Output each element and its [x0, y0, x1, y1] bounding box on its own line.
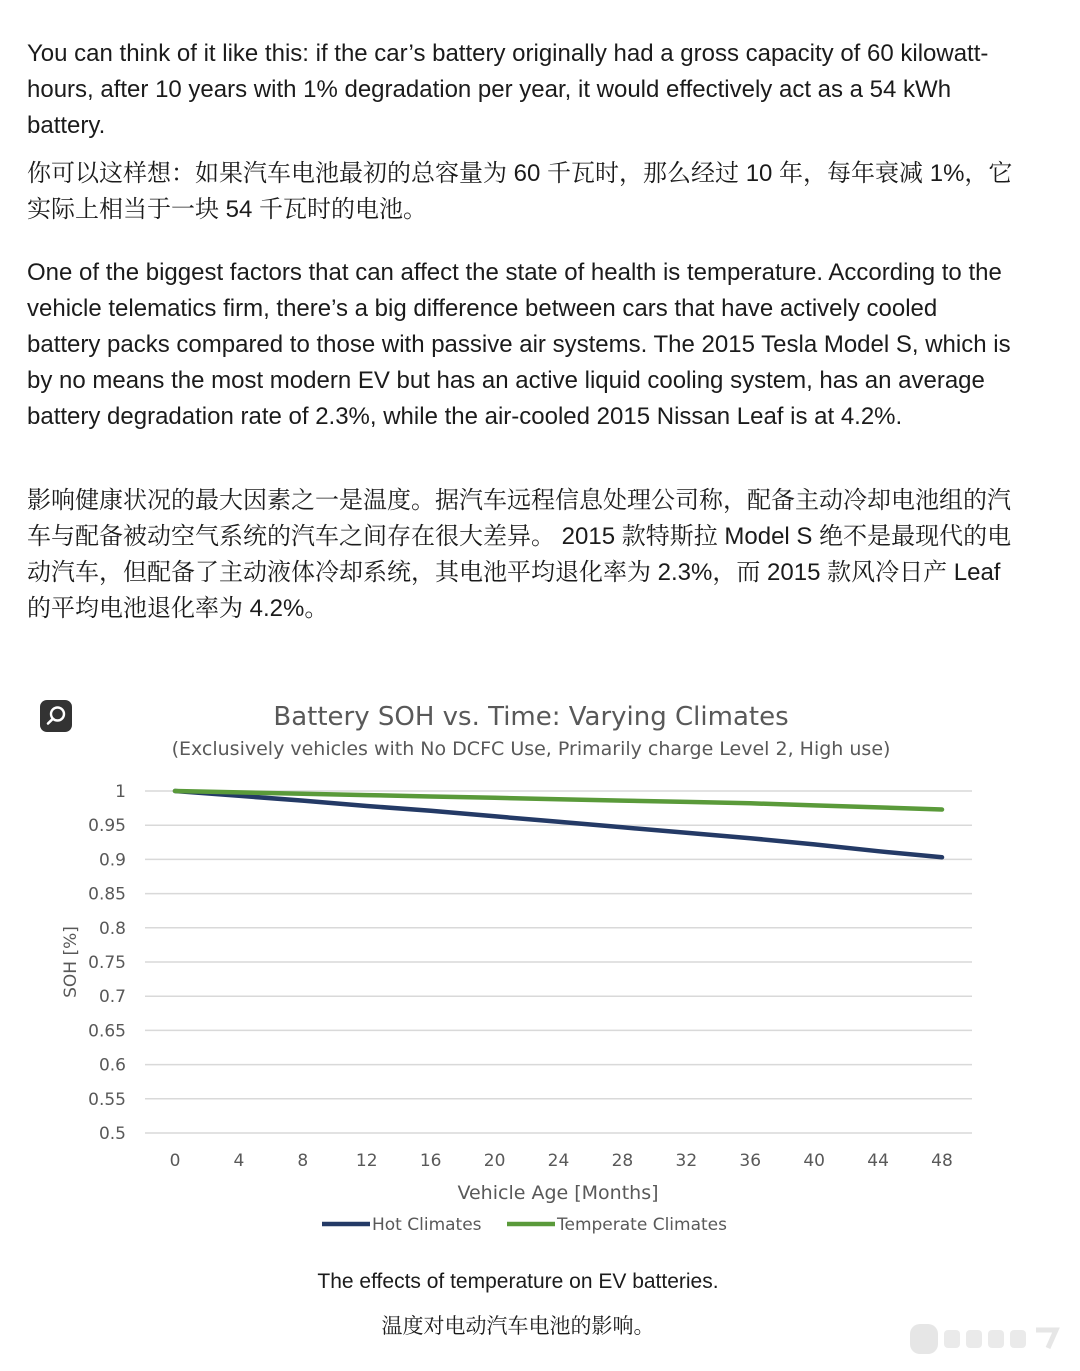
- y-tick-label: 0.5: [98, 1124, 126, 1144]
- y-tick-label: 1: [115, 782, 126, 802]
- y-tick-label: 0.85: [88, 884, 126, 905]
- zoom-button[interactable]: [40, 700, 72, 732]
- y-tick-label: 0.65: [88, 1021, 126, 1042]
- x-tick-label: 20: [483, 1151, 506, 1171]
- x-tick-label: 8: [297, 1151, 309, 1171]
- y-tick-label: 0.9: [98, 850, 126, 871]
- y-tick-label: 0.7: [98, 987, 126, 1008]
- paragraph-2-english: One of the biggest factors that can affect the state of health is temperature. According to the vehicle telematics firm, there’s a big difference between cars that have actively cooled battery packs compared to those with passive air systems. The 2015 Tesla Model S, which is by no means the most modern EV but has an active liquid cooling system, has an average battery degradation rate of 2.3%, while the air-cooled 2015 Nissan Leaf is at 4.2%.: [27, 259, 1011, 430]
- y-tick-label: 0.75: [88, 953, 126, 973]
- chart-title: Battery SOH vs. Time: Varying Climates: [273, 702, 789, 732]
- paragraph-2-chinese: 影响健康状况的最大因素之一是温度。据汽车远程信息处理公司称，配备主动冷却电池组的汽车与配备被动空气系统的汽车之间存在很大差异。 2015 款特斯拉 Model S 绝不是最现代的电动汽车，但配备了主动液体冷却系统，其电池平均退化率为 2.3%，而 2015 款风冷日产 Leaf 的平均电池退化率为 4.2%。: [27, 487, 1012, 622]
- paragraph-1-english: You can think of it like this: if the car’s battery originally had a gross capacity of 60 kilowatt-hours, after 10 years with 1% degradation per year, it would effectively act as a 54 kWh battery.: [27, 40, 989, 139]
- chart-container: [0, 690, 1080, 1250]
- x-tick-label: 12: [355, 1151, 378, 1171]
- legend-label: Hot Climates: [372, 1215, 482, 1235]
- x-tick-label: 48: [931, 1151, 953, 1171]
- watermark-icon: [900, 1318, 1070, 1362]
- zoom-icon: [40, 700, 72, 732]
- y-tick-label: 0.8: [98, 918, 126, 939]
- figure-caption-chinese: 温度对电动汽车电池的影响。: [381, 1315, 655, 1338]
- x-tick-label: 24: [547, 1151, 570, 1171]
- paragraph-1-chinese: 你可以这样想：如果汽车电池最初的总容量为 60 千瓦时，那么经过 10 年，每年衰减 1%，它实际上相当于一块 54 千瓦时的电池。: [27, 160, 1013, 223]
- y-tick-label: 0.6: [98, 1055, 126, 1076]
- y-tick-label: 0.95: [88, 816, 126, 837]
- x-tick-label: 16: [419, 1151, 442, 1171]
- soh-line-chart: [0, 690, 1080, 1250]
- x-tick-label: 28: [611, 1151, 634, 1171]
- legend-label: Temperate Climates: [557, 1215, 727, 1235]
- y-tick-label: 0.55: [88, 1089, 126, 1110]
- x-axis-label: Vehicle Age [Months]: [457, 1182, 659, 1204]
- figure-caption-english: The effects of temperature on EV batteries.: [317, 1270, 719, 1293]
- x-tick-label: 44: [867, 1151, 889, 1171]
- x-tick-label: 32: [675, 1151, 698, 1171]
- y-axis-label: SOH [%]: [61, 926, 81, 998]
- x-tick-label: 0: [169, 1151, 181, 1171]
- x-tick-label: 4: [233, 1151, 245, 1171]
- x-tick-label: 36: [739, 1151, 762, 1171]
- chart-subtitle: (Exclusively vehicles with No DCFC Use, Primarily charge Level 2, High use): [171, 738, 891, 760]
- x-tick-label: 40: [803, 1151, 825, 1171]
